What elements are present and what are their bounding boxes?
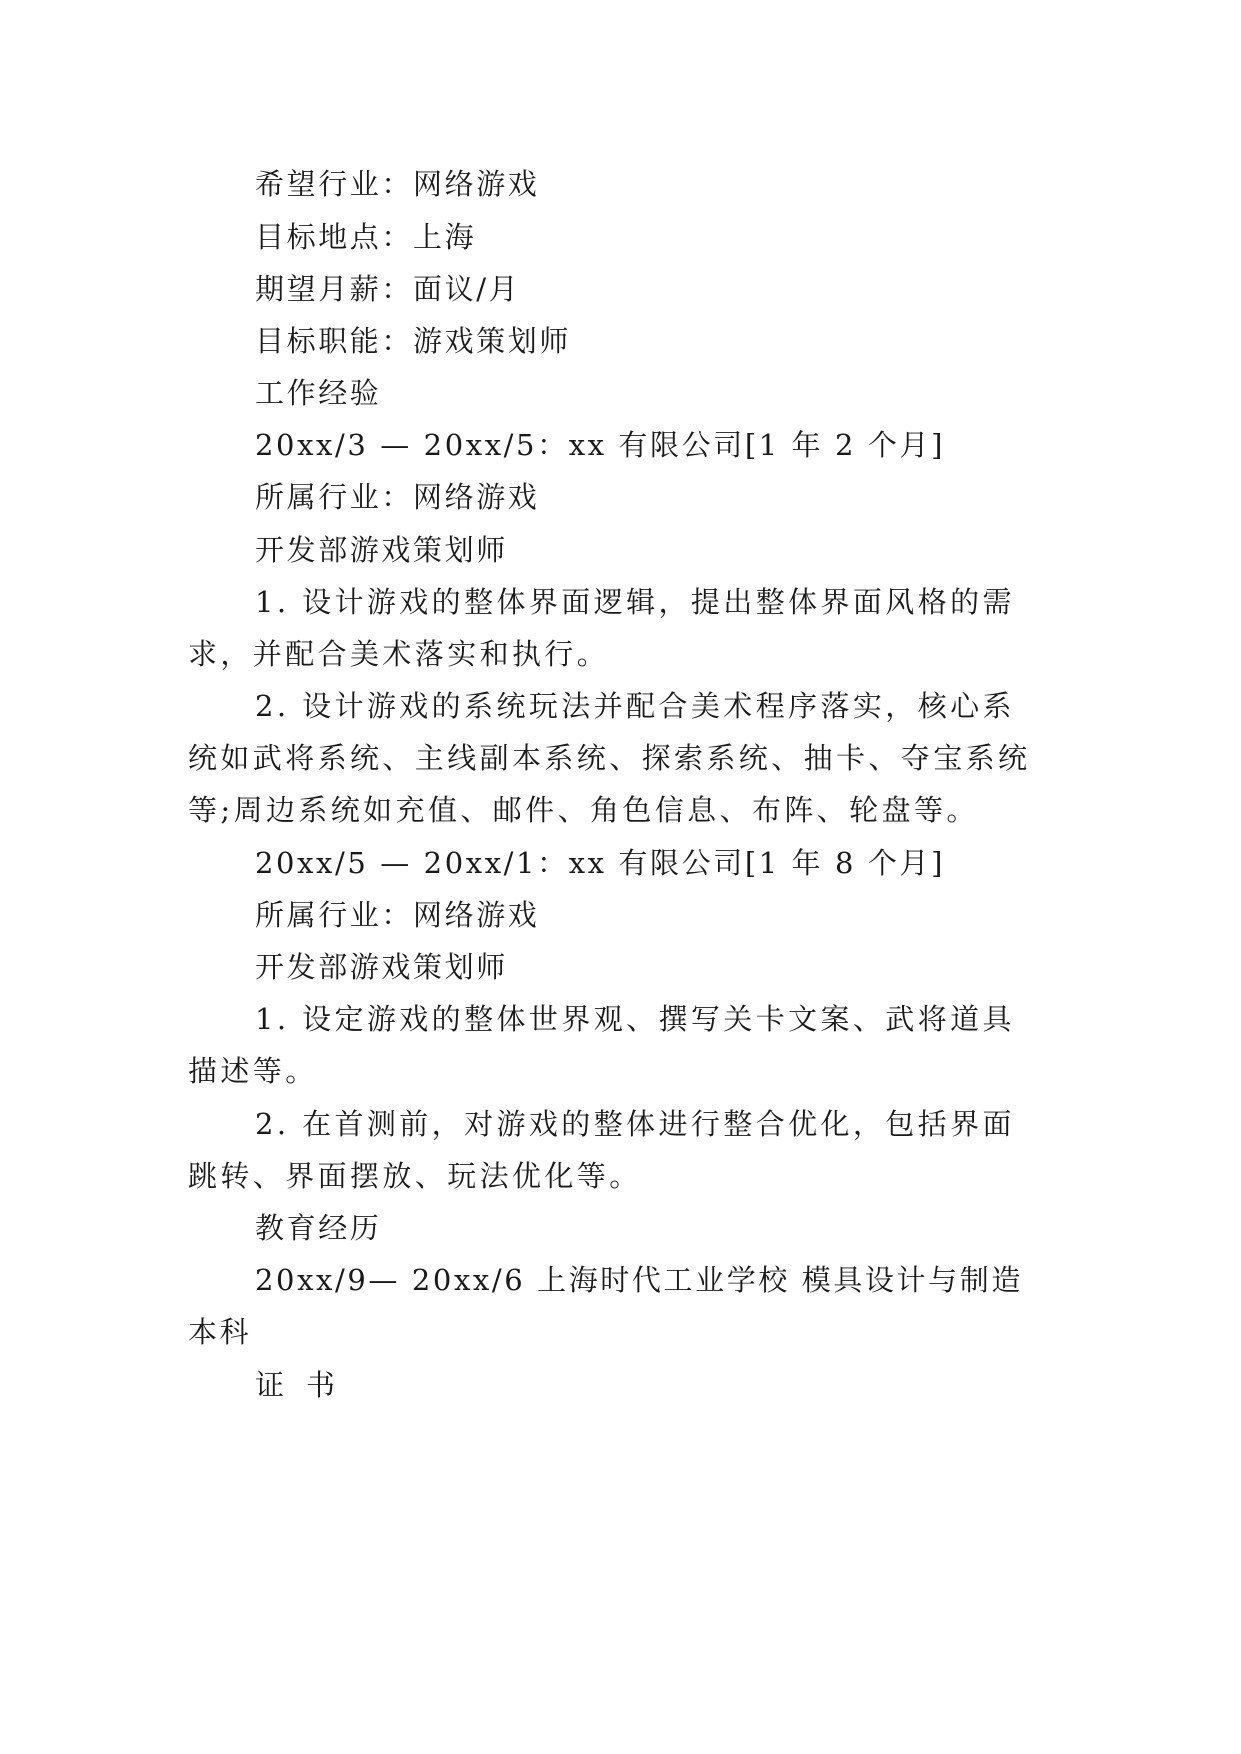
job-1-period: 20xx/3 — 20xx/5：xx 有限公司[1 年 2 个月] [255,428,946,462]
desired-industry: 希望行业：网络游戏 [255,167,540,201]
job-2-duty-1-cont: 描述等。 [188,1054,318,1088]
certificates-heading: 证书 [255,1368,358,1402]
job-1-duty-2: 2. 设计游戏的系统玩法并配合美术程序落实，核心系 [255,689,1015,723]
job-2-duty-2-cont: 跳转、界面摆放、玩法优化等。 [188,1159,642,1193]
education-heading: 教育经历 [255,1211,382,1245]
education-degree: 本科 [188,1315,252,1349]
job-1-duty-2-cont: 等;周边系统如充值、邮件、角色信息、布阵、轮盘等。 [188,793,979,827]
job-2-industry: 所属行业：网络游戏 [255,898,540,932]
job-2-period: 20xx/5 — 20xx/1：xx 有限公司[1 年 8 个月] [255,846,946,880]
job-2-title: 开发部游戏策划师 [255,950,508,984]
job-1-duty-2-cont: 统如武将系统、主线副本系统、探索系统、抽卡、夺宝系统 [188,741,1031,775]
job-1-title: 开发部游戏策划师 [255,533,508,567]
job-2-duty-2: 2. 在首测前，对游戏的整体进行整合优化，包括界面 [255,1107,1015,1141]
job-1-industry: 所属行业：网络游戏 [255,480,540,514]
work-experience-heading: 工作经验 [255,376,382,410]
expected-salary: 期望月薪：面议/月 [255,272,521,306]
job-2-duty-1: 1. 设定游戏的整体世界观、撰写关卡文案、武将道具 [255,1002,1015,1036]
job-1-duty-1: 1. 设计游戏的整体界面逻辑，提出整体界面风格的需 [255,585,1015,619]
education-entry: 20xx/9— 20xx/6 上海时代工业学校 模具设计与制造 [255,1263,1023,1297]
job-1-duty-1-cont: 求，并配合美术落实和执行。 [188,637,610,671]
target-function: 目标职能：游戏策划师 [255,324,572,358]
target-location: 目标地点：上海 [255,220,477,254]
